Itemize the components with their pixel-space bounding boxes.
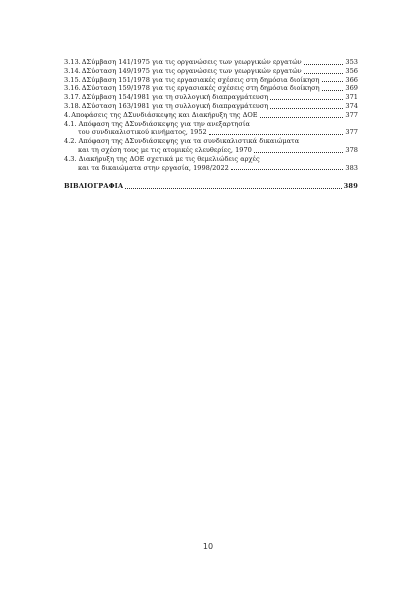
toc-entry[interactable] (64, 84, 358, 93)
toc-entry-number: 4. (64, 110, 71, 119)
toc-entry[interactable] (64, 93, 358, 102)
toc-entry-number: 3.14. (64, 66, 81, 75)
toc-entry-page: 353 (345, 58, 358, 66)
toc-entry-bibliography[interactable] (64, 182, 358, 191)
toc-entry-page: 378 (345, 145, 358, 154)
toc-entry-title: ΒΙΒΛΙΟΓΡΑΦΙΑ (64, 182, 124, 191)
leader-dots (270, 107, 343, 109)
toc-entry-page: 369 (345, 84, 358, 93)
toc-entry-page: 371 (345, 93, 358, 102)
toc-entry[interactable] (64, 67, 358, 76)
toc-entry-number: 3.15. (64, 75, 81, 84)
leader-dots (125, 187, 341, 189)
toc-entry-title: ΔΣύσταση 149/1975 για τις οργανώσεις των γεωργικών εργατών (81, 66, 302, 75)
leader-dots (260, 116, 344, 118)
page-number: 10 (202, 542, 214, 551)
toc-entry-number: 3.18. (64, 101, 81, 110)
leader-dots (322, 89, 344, 91)
toc-entry-title: ΔΣύμβαση 151/1978 για τις εργασιακές σχέσεις στη δημόσια διοίκηση (81, 75, 320, 84)
toc-entry-title: ΔΣύσταση 159/1978 για τις εργασιακές σχέσεις στη δημόσια διοίκηση (81, 84, 320, 93)
toc-entry-4-2-line2[interactable] (64, 146, 358, 155)
toc-entry-4-3-line1[interactable]: 4.3. Διακήρυξη της ΔΟΕ σχετικά με τις θεμελιώδεις αρχές (64, 154, 260, 163)
toc-entry[interactable] (64, 76, 358, 85)
toc-entry-number: 3.13. (64, 58, 81, 66)
toc-entry-title: ΔΣύσταση 163/1981 για τη συλλογική διαπραγμάτευση (81, 101, 269, 110)
toc-entry[interactable] (64, 111, 358, 120)
toc-entry-title: και τα δικαιώματα στην εργασία, 1998/2022 (78, 163, 229, 172)
toc-entry-page: 356 (345, 66, 358, 75)
leader-dots (322, 80, 344, 82)
toc-entry-4-3-line2[interactable] (64, 164, 358, 173)
toc-entry-title: του συνδικαλιστικού κινήματος, 1952 (78, 128, 207, 137)
leader-dots (304, 63, 344, 65)
toc-entry-title: ΔΣύμβαση 141/1975 για τις οργανώσεις των γεωργικών εργατών (81, 58, 302, 66)
toc-entry-page: 377 (345, 128, 358, 137)
toc-entry-page: 366 (345, 75, 358, 84)
toc-entry[interactable] (64, 102, 358, 111)
toc-entry-4-2-line1[interactable]: 4.2. Απόφαση της ΔΣυνδιάσκεψης για τα συνδικαλιστικά δικαιώματα (64, 137, 300, 146)
toc-entry-4-1-line2[interactable] (64, 128, 358, 137)
table-of-contents (64, 58, 358, 191)
leader-dots (304, 72, 344, 74)
toc-entry-title: ΔΣύμβαση 154/1981 για τη συλλογική διαπραγμάτευση (81, 93, 269, 102)
leader-dots (254, 151, 344, 153)
toc-entry-page: 374 (345, 101, 358, 110)
leader-dots (209, 133, 344, 135)
toc-entry-title: Αποφάσεις της ΔΣυνδιάσκεψης και Διακήρυξη της ΔΟΕ (71, 110, 258, 119)
leader-dots (270, 98, 343, 100)
toc-entry-4-1-line1[interactable]: 4.1. Απόφαση της ΔΣυνδιάσκεψης για την ανεξαρτησία (64, 119, 250, 128)
toc-entry[interactable] (64, 58, 358, 67)
toc-entry-page: 389 (343, 182, 358, 191)
leader-dots (231, 168, 344, 170)
toc-entry-page: 383 (345, 163, 358, 172)
toc-entry-number: 3.16. (64, 84, 81, 93)
toc-entry-number: 3.17. (64, 93, 81, 102)
toc-entry-page: 377 (345, 110, 358, 119)
toc-entry-title: και τη σχέση τους με τις ατομικές ελευθερίες, 1970 (78, 145, 252, 154)
